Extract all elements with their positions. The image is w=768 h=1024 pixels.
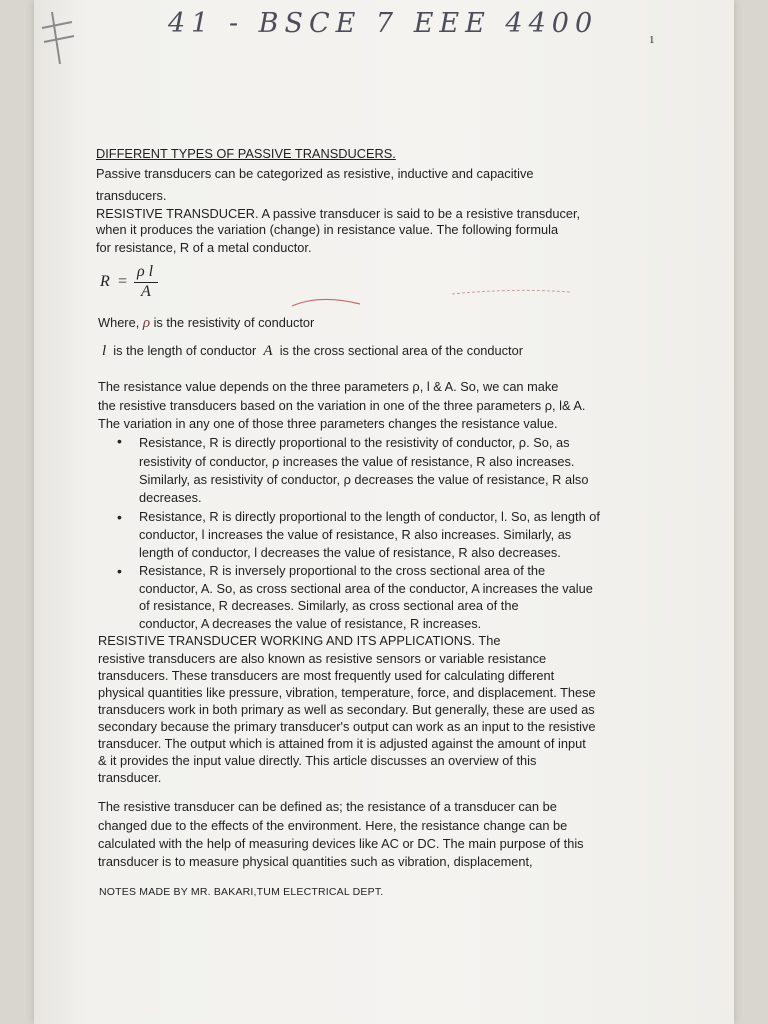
resistive-line: when it produces the variation (change) in resistance value. The following formula [96,222,559,237]
bullet-line: decreases. [139,490,202,505]
working-line: physical quantities like pressure, vibration, temperature, force, and displacement. These [98,685,596,700]
page-number: 1 [649,34,655,46]
dependency-line: The resistance value depends on the three parameters ρ, l & A. So, we can make [98,379,559,394]
ink-stroke [290,294,370,310]
bullet-line: Similarly, as resistivity of conductor, ρ decreases the value of resistance, R also [139,472,589,487]
definition-line: transducer is to measure physical quantities such as vibration, displacement, [98,854,533,869]
formula-denominator: A [141,283,151,300]
section-heading: DIFFERENT TYPES OF PASSIVE TRANSDUCERS. [96,146,396,161]
dependency-line: The variation in any one of those three parameters changes the resistance value. [98,416,558,431]
bullet-line: conductor, A. So, as cross sectional area of the conductor, A increases the value [139,581,593,596]
working-line: resistive transducers are also known as resistive sensors or variable resistance [98,651,547,666]
bullet-line: of resistance, R decreases. Similarly, as cross sectional area of the [139,598,519,613]
bullet-line: conductor, l increases the value of resistance, R also increases. Similarly, as [139,527,572,542]
dependency-line: the resistive transducers based on the variation in one of the three parameters ρ, l& A. [98,398,586,413]
footer-note: NOTES MADE BY MR. BAKARI,TUM ELECTRICAL DEPT. [99,886,384,898]
bullet-line: conductor, A decreases the value of resistance, R increases. [139,616,482,631]
working-line: transducers. These transducers are most frequently used for calculating different [98,668,555,683]
bullet-line: Resistance, R is inversely proportional to the cross sectional area of the [139,563,546,578]
resistive-line: for resistance, R of a metal conductor. [96,240,312,255]
working-line: transducers work in both primary as well as secondary. But generally, these are used as [98,702,595,717]
definition-line: The resistive transducer can be defined as; the resistance of a transducer can be [98,799,557,814]
definition-line: changed due to the effects of the environment. Here, the resistance change can be [98,818,568,833]
bullet-line: length of conductor, l decreases the value of resistance, R also decreases. [139,545,561,560]
where-prefix: Where, [98,315,140,330]
formula-lhs: R [100,273,110,290]
a-description: is the cross sectional area of the conductor [279,343,523,358]
bullet-dot: • [117,509,122,525]
formula-numerator: ρ l [137,263,154,280]
bullet-line: Resistance, R is directly proportional to the resistivity of conductor, ρ. So, as [139,435,570,450]
working-line: transducer. [98,770,162,785]
intro-line: transducers. [96,188,167,203]
working-line: transducer. The output which is attained from it is adjusted against the amount of input [98,736,586,751]
formula-equals: = [118,273,128,290]
bullet-dot: • [117,563,122,579]
intro-line: Passive transducers can be categorized as resistive, inductive and capacitive [96,166,534,181]
bullet-line: Resistance, R is directly proportional to the length of conductor, l. So, as length of [139,509,600,524]
bullet-dot: • [117,433,122,449]
definition-line: calculated with the help of measuring devices like AC or DC. The main purpose of this [98,836,584,851]
a-symbol: A [263,343,273,359]
resistance-formula [100,263,170,302]
l-description: is the length of conductor [113,343,257,358]
working-line: & it provides the input value directly. This article discusses an overview of this [98,753,537,768]
resistive-line: RESISTIVE TRANSDUCER. A passive transducer is said to be a resistive transducer, [96,206,581,221]
working-line: secondary because the primary transducer's output can work as an input to the resistive [98,719,596,734]
handwritten-course-code: 41 - BSCE 7 EEE 4400 [168,8,599,39]
l-symbol: l [102,343,107,359]
where-line [98,315,314,331]
where-text: is the resistivity of conductor [153,315,315,330]
symbols-line [102,343,523,359]
working-heading-line: RESISTIVE TRANSDUCER WORKING AND ITS APPLICATIONS. The [98,633,501,648]
ink-stroke [450,286,580,298]
rho-symbol: ρ [142,315,151,331]
bullet-line: resistivity of conductor, ρ increases the value of resistance, R also increases. [139,454,575,469]
handwritten-margin-mark [38,8,78,68]
